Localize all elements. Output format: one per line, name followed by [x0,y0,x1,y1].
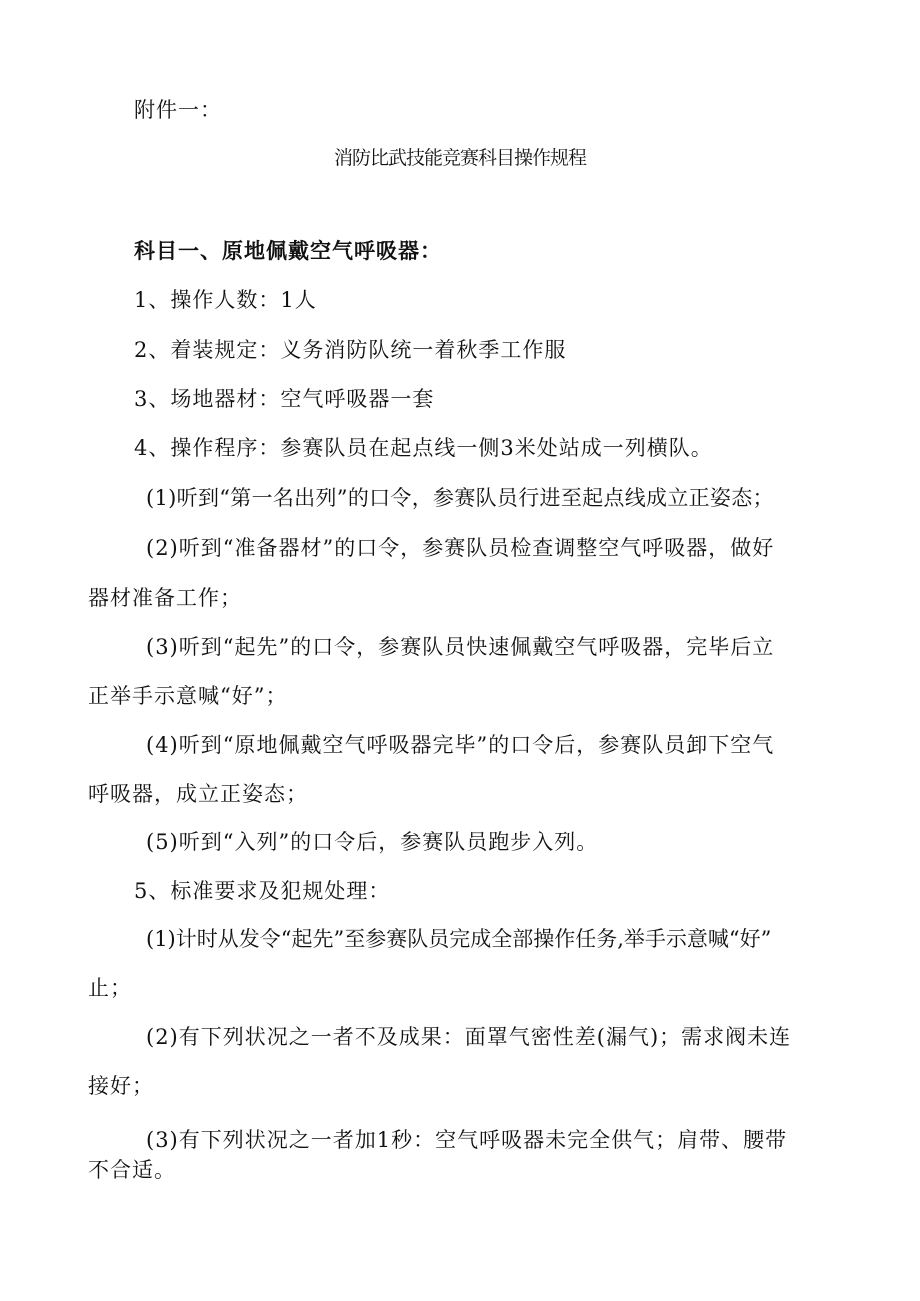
paragraph-line: 3、场地器材：空气呼吸器一套 [134,387,435,411]
paragraph-line: 接好； [88,1074,154,1098]
paragraph-line: (4)听到“原地佩戴空气呼吸器完毕”的口令后，参赛队员卸下空气 [146,733,775,757]
paragraph-line: 不合适。 [88,1158,176,1182]
paragraph-line: 5、标准要求及犯规处理： [134,879,391,903]
paragraph-line: (5)听到“入列”的口令后，参赛队员跑步入列。 [146,830,599,854]
paragraph-line: (2)有下列状况之一者不及成果：面罩气密性差(漏气)；需求阀未连 [146,1025,792,1049]
paragraph-line: 止； [88,976,132,1000]
paragraph-line: 2、着装规定：义务消防队统一着秋季工作服 [134,338,567,362]
paragraph-line: (3)听到“起先”的口令，参赛队员快速佩戴空气呼吸器，完毕后立 [146,635,775,659]
paragraph-line: 呼吸器，成立正姿态； [88,782,308,806]
subject-heading: 科目一、原地佩戴空气呼吸器： [134,239,442,263]
document-title: 消防比武技能竞赛科目操作规程 [333,147,586,169]
paragraph-line: 4、操作程序：参赛队员在起点线一侧3米处站成一列横队。 [134,436,713,460]
paragraph-line: 正举手示意喊“好”； [88,684,288,708]
paragraph-line: (1)听到“第一名出列”的口令，参赛队员行进至起点线成立正姿态； [146,486,774,510]
paragraph-line: 器材准备工作； [88,586,242,610]
paragraph-line: (2)听到“准备器材”的口令，参赛队员检查调整空气呼吸器，做好 [146,536,775,560]
paragraph-line: (3)有下列状况之一者加1秒：空气呼吸器未完全供气；肩带、腰带 [146,1128,788,1152]
paragraph-line: 1、操作人数：1人 [134,288,317,312]
attachment-label: 附件一： [134,98,222,122]
paragraph-line: (1)计时从发令“起先”至参赛队员完成全部操作任务,举手示意喊“好” [146,927,772,951]
